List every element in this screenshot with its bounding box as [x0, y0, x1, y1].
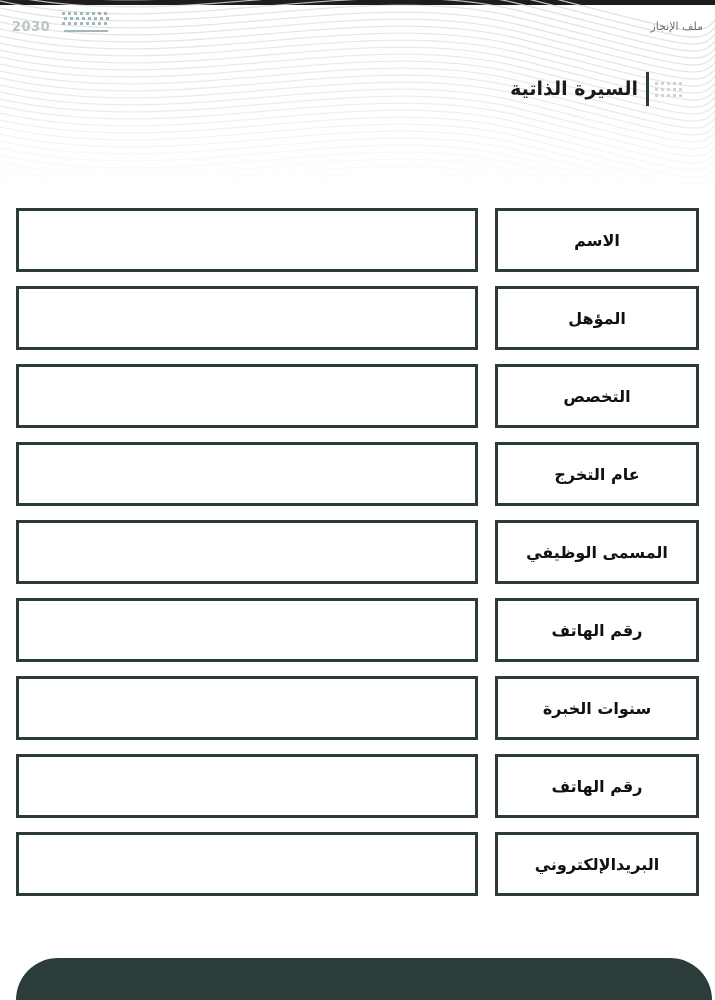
- logo-dot: [80, 12, 83, 15]
- form-row-phone: [16, 598, 699, 662]
- logo-dot: [70, 17, 73, 20]
- logo-dot: [100, 17, 103, 20]
- phone-field-2[interactable]: [16, 754, 478, 818]
- experience-years-field[interactable]: [16, 676, 478, 740]
- vision-2030-logo: [12, 10, 122, 46]
- logo-dot: [68, 22, 71, 25]
- logo-dot: [76, 17, 79, 20]
- form-row-experience: [16, 676, 699, 740]
- logo-dot: [68, 12, 71, 15]
- logo-dot: [92, 12, 95, 15]
- field-label: رقم الهاتف: [495, 754, 699, 818]
- field-label: الاسم: [495, 208, 699, 272]
- form-row-graduation-year: [16, 442, 699, 506]
- field-label: المسمى الوظيفي: [495, 520, 699, 584]
- logo-dot: [98, 22, 101, 25]
- specialization-field[interactable]: [16, 364, 478, 428]
- phone-field[interactable]: [16, 598, 478, 662]
- form-row-name: [16, 208, 699, 272]
- footer-band: [16, 958, 712, 1000]
- title-block: [510, 72, 649, 106]
- logo-dot: [92, 22, 95, 25]
- ministry-logo-icon: [58, 10, 118, 40]
- title-decoration-icon: [655, 80, 683, 100]
- graduation-year-field[interactable]: [16, 442, 478, 506]
- field-label: المؤهل: [495, 286, 699, 350]
- logo-dot: [74, 12, 77, 15]
- email-field[interactable]: [16, 832, 478, 896]
- logo-dot: [62, 22, 65, 25]
- logo-dot: [82, 17, 85, 20]
- logo-dot: [62, 12, 65, 15]
- form-row-job-title: [16, 520, 699, 584]
- document-label: ملف الإنجاز: [650, 20, 703, 33]
- form-row-phone-2: [16, 754, 699, 818]
- logo-dot: [64, 17, 67, 20]
- logo-underline: [64, 30, 108, 32]
- field-label: سنوات الخبرة: [495, 676, 699, 740]
- form-row-specialization: [16, 364, 699, 428]
- logo-dot: [104, 22, 107, 25]
- form-row-email: [16, 832, 699, 896]
- logo-dot: [86, 22, 89, 25]
- form-row-qualification: [16, 286, 699, 350]
- logo-dot: [98, 12, 101, 15]
- logo-dot: [88, 17, 91, 20]
- logo-dot: [80, 22, 83, 25]
- field-label: البريدالإلكتروني: [495, 832, 699, 896]
- logo-dot: [86, 12, 89, 15]
- qualification-field[interactable]: [16, 286, 478, 350]
- name-field[interactable]: [16, 208, 478, 272]
- logo-dot: [104, 12, 107, 15]
- logo-dot: [106, 17, 109, 20]
- field-label: التخصص: [495, 364, 699, 428]
- logo-dot: [94, 17, 97, 20]
- page-title: السيرة الذاتية: [510, 78, 638, 100]
- logo-vision-text: 2030: [12, 20, 51, 35]
- field-label: رقم الهاتف: [495, 598, 699, 662]
- logo-dot: [74, 22, 77, 25]
- wave-fade: [0, 110, 715, 200]
- job-title-field[interactable]: [16, 520, 478, 584]
- field-label: عام التخرج: [495, 442, 699, 506]
